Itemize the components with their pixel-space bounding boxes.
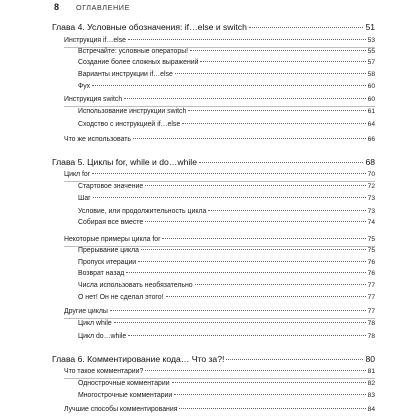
toc-chapter — [52, 354, 375, 364]
toc-page-number: 77 — [367, 282, 375, 289]
toc-page-number: 72 — [367, 183, 375, 190]
toc-subsection — [78, 282, 375, 289]
dot-leader — [200, 61, 365, 62]
dot-leader — [174, 394, 365, 395]
toc-entry-title: Другие циклы — [64, 308, 108, 315]
toc-section — [64, 236, 375, 243]
toc-entry-title: Глава 5. Циклы for, while и do…while — [52, 157, 197, 167]
dot-leader — [195, 284, 366, 285]
toc-section — [64, 136, 375, 143]
dot-leader — [172, 382, 366, 383]
toc-page-number: 55 — [367, 48, 375, 55]
dot-leader — [145, 185, 365, 186]
toc-entry-title: Многострочные комментарии — [78, 392, 173, 399]
dot-leader — [126, 272, 365, 273]
toc-page-number: 84 — [367, 406, 375, 413]
toc-subsection — [78, 83, 375, 90]
dot-leader — [128, 335, 365, 336]
toc-page-number: 82 — [367, 380, 375, 387]
toc-page-number: 70 — [367, 171, 375, 178]
toc-page-number: 75 — [367, 236, 375, 243]
toc-entry-title: Инструкция switch — [64, 96, 123, 103]
toc-page-number: 80 — [365, 354, 375, 364]
toc-chapter — [52, 157, 375, 167]
toc-subsection — [78, 270, 375, 277]
toc-page-number: 60 — [367, 83, 375, 90]
toc-page-number: 73 — [367, 208, 375, 215]
toc-entry-title: Цикл while — [78, 320, 112, 327]
toc-entry-title: Варианты инструкции if…else — [78, 71, 173, 78]
section-rule — [64, 181, 375, 182]
toc-entry-title: Цикл for — [64, 171, 91, 178]
toc-subsection — [78, 380, 375, 387]
toc-section — [64, 37, 375, 44]
toc-entry-title: Шаг — [78, 195, 91, 202]
toc-entry-title: Инструкция if…else — [64, 37, 126, 44]
dot-leader — [124, 98, 365, 99]
toc-entry-title: Что такое комментарии? — [64, 368, 144, 375]
section-rule — [64, 106, 375, 107]
toc-subsection — [78, 71, 375, 78]
dot-leader — [138, 261, 365, 262]
toc-subsection — [78, 183, 375, 190]
toc-entry-title: Условие, или продолжительность цикла — [78, 208, 207, 215]
dot-leader — [93, 197, 366, 198]
toc-entry-title: Фух — [78, 83, 91, 90]
toc-page-number: 60 — [367, 96, 375, 103]
toc-page-number: 74 — [367, 219, 375, 226]
toc-entry-title: Пропуск итерации — [78, 259, 137, 266]
toc-entry-title: Создание более сложных выражений — [78, 59, 199, 66]
toc-entry-title: Цикл do…while — [78, 333, 127, 340]
dot-leader — [128, 39, 366, 40]
dot-leader — [110, 310, 366, 311]
running-title: ОГЛАВЛЕНИЕ — [76, 2, 130, 12]
toc-page-number: 53 — [367, 37, 375, 44]
dot-leader — [92, 173, 366, 174]
toc-subsection — [78, 208, 375, 215]
dot-leader — [92, 85, 366, 86]
toc-page-number: 77 — [367, 294, 375, 301]
toc-subsection — [78, 59, 375, 66]
dot-leader — [145, 221, 365, 222]
toc-page-number: 83 — [367, 392, 375, 399]
dot-leader — [175, 73, 366, 74]
dot-leader — [114, 322, 366, 323]
toc-page-number: 57 — [367, 59, 375, 66]
toc-entry-title: Сходство с инструкцией if…else — [78, 121, 181, 128]
toc-subsection — [78, 333, 375, 340]
dot-leader — [133, 138, 366, 139]
toc-subsection — [78, 259, 375, 266]
dot-leader — [199, 162, 363, 163]
toc-page-number: 64 — [367, 121, 375, 128]
dot-leader — [190, 50, 366, 51]
toc-page-number: 76 — [367, 259, 375, 266]
toc-page-number: 81 — [367, 368, 375, 375]
toc-subsection — [78, 294, 375, 301]
toc-entry-title: Числа использовать необязательно — [78, 282, 193, 289]
toc-page-number: 78 — [367, 333, 375, 340]
toc-page-number: 73 — [367, 195, 375, 202]
toc-section — [64, 308, 375, 315]
toc-subsection — [78, 219, 375, 226]
section-rule — [64, 318, 375, 319]
toc-section — [64, 171, 375, 178]
toc-entry-title: Прерывание цикла — [78, 247, 139, 254]
toc-entry-title: Некоторые примеры цикла for — [64, 236, 161, 243]
toc-section — [64, 368, 375, 375]
running-header — [54, 0, 130, 14]
toc-page-number: 68 — [365, 157, 375, 167]
toc-chapter — [52, 22, 375, 32]
dot-leader — [208, 210, 365, 211]
dot-leader — [145, 370, 365, 371]
dot-leader — [226, 359, 363, 360]
toc-page-number: 66 — [367, 136, 375, 143]
toc-section — [64, 96, 375, 103]
toc-page-number: 58 — [367, 71, 375, 78]
section-rule — [64, 378, 375, 379]
toc-section — [64, 406, 375, 413]
toc-entry-title: Собирая все вместе — [78, 219, 144, 226]
toc-subsection — [78, 108, 375, 115]
dot-leader — [141, 249, 366, 250]
dot-leader — [249, 27, 364, 28]
dot-leader — [166, 296, 366, 297]
dot-leader — [179, 408, 365, 409]
toc-page-number: 51 — [365, 22, 375, 32]
toc-page-number: 78 — [367, 320, 375, 327]
toc-entry-title: Глава 4. Условные обозначения: if…else и switch — [52, 22, 247, 32]
toc-subsection — [78, 392, 375, 399]
toc-entry-title: Использование инструкции switch — [78, 108, 187, 115]
toc-entry-title: Встречайте: условные операторы! — [78, 48, 189, 55]
toc-page-number: 75 — [367, 247, 375, 254]
toc-entry-title: Возврат назад — [78, 270, 125, 277]
toc-subsection — [78, 48, 375, 55]
toc-page-number: 61 — [367, 108, 375, 115]
toc-page-number: 76 — [367, 270, 375, 277]
dot-leader — [182, 123, 365, 124]
toc-subsection — [78, 195, 375, 202]
toc-entry-title: Глава 6. Комментирование кода… Что за?! — [52, 354, 225, 364]
toc-entry-title: Что же использовать — [64, 136, 132, 143]
toc-page-number: 77 — [367, 308, 375, 315]
toc-entry-title: Лучшие способы комментирования — [64, 406, 178, 413]
toc-subsection — [78, 320, 375, 327]
toc-entry-title: Стартовое значение — [78, 183, 144, 190]
toc-subsection — [78, 247, 375, 254]
page-number: 8 — [54, 2, 60, 12]
toc-subsection — [78, 121, 375, 128]
dot-leader — [188, 110, 365, 111]
toc-entry-title: Однострочные комментарии — [78, 380, 170, 387]
toc-entry-title: О нет! Он не сделал этого! — [78, 294, 164, 301]
dot-leader — [162, 238, 365, 239]
